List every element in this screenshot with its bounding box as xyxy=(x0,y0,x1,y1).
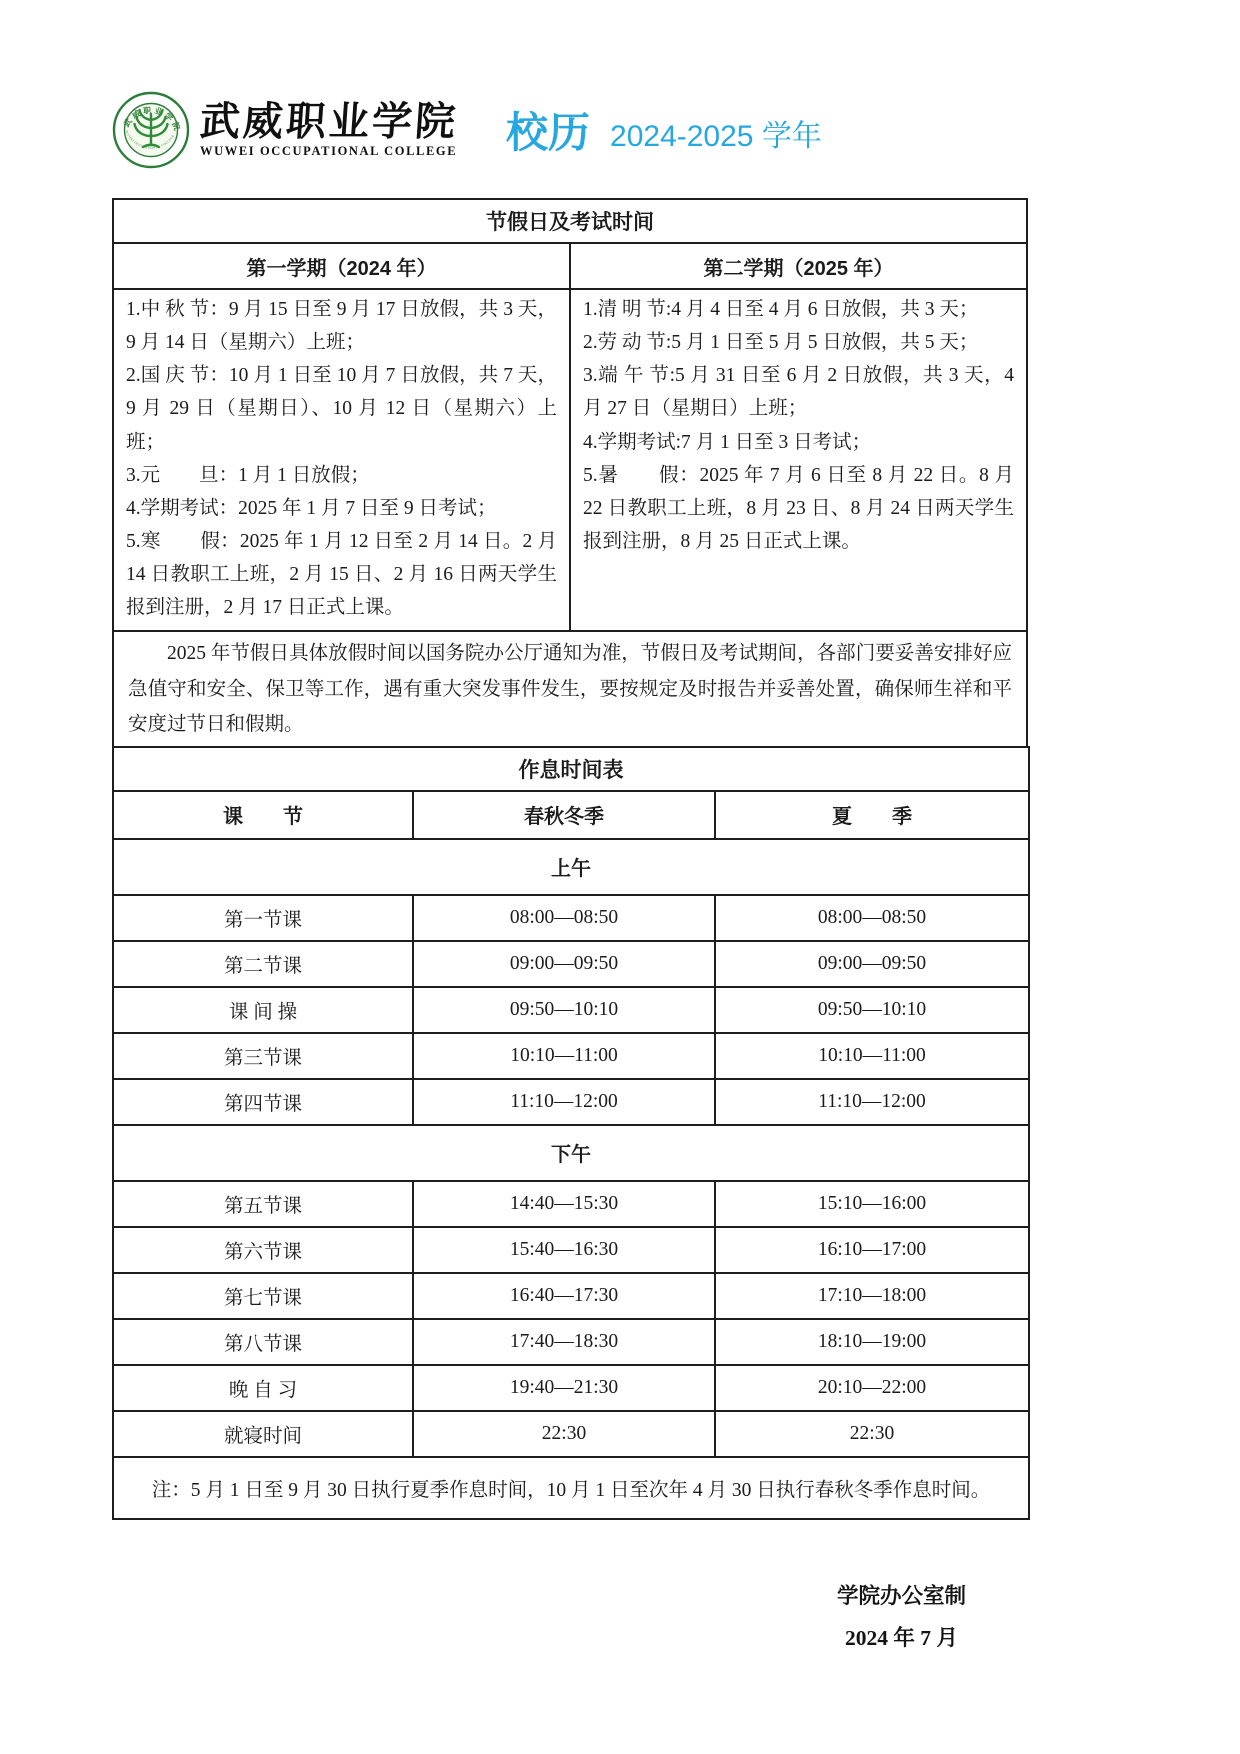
time-summer: 20:10—22:00 xyxy=(715,1365,1029,1411)
table-row xyxy=(113,941,1029,987)
footer-date: 2024 年 7 月 xyxy=(845,1625,958,1650)
time-spring: 08:00—08:50 xyxy=(413,895,715,941)
period-name: 第一节课 xyxy=(113,895,413,941)
logo-arc-text-en: WUWEI OCCUPATIONAL COLLEGE xyxy=(124,130,176,150)
semester1-header: 第一学期（2024 年） xyxy=(113,243,570,289)
footer-issuer: 学院办公室制 xyxy=(836,1583,966,1608)
holiday-item: 4.学期考试:7 月 1 日至 3 日考试； xyxy=(583,431,872,453)
college-brand xyxy=(200,101,458,159)
time-summer: 11:10—12:00 xyxy=(715,1079,1029,1125)
section-afternoon: 下午 xyxy=(113,1125,1029,1181)
table-row xyxy=(113,1365,1029,1411)
college-name-zh: 武威职业学院 xyxy=(198,99,460,144)
time-spring: 10:10—11:00 xyxy=(413,1033,715,1079)
period-name: 第八节课 xyxy=(113,1319,413,1365)
holiday-item: 1.中 秋 节：9 月 15 日至 9 月 17 日放假，共 3 天，9 月 14 日（星期六）上班； xyxy=(126,299,557,354)
time-summer: 18:10—19:00 xyxy=(715,1319,1029,1365)
table-row xyxy=(113,1227,1029,1273)
schedule-table-title: 作息时间表 xyxy=(113,747,1029,791)
page-title: 校历 xyxy=(506,109,591,156)
time-summer: 08:00—08:50 xyxy=(715,895,1029,941)
holiday-exam-table xyxy=(112,198,1028,748)
daily-schedule-table xyxy=(112,746,1030,1520)
period-name: 第五节课 xyxy=(113,1181,413,1227)
time-spring: 11:10—12:00 xyxy=(413,1079,715,1125)
table-row xyxy=(113,1181,1029,1227)
holiday-item: 5.暑 假：2025 年 7 月 6 日至 8 月 22 日。8 月 22 日教职工上班，8 月 23 日、8 月 24 日两天学生报到注册，8 月 25 日正式上课。 xyxy=(583,464,1014,552)
semester2-header: 第二学期（2025 年） xyxy=(570,243,1027,289)
semester2-items xyxy=(570,289,1027,631)
time-spring: 09:00—09:50 xyxy=(413,941,715,987)
period-name: 就寝时间 xyxy=(113,1411,413,1457)
holiday-notice: 2025 年节假日具体放假时间以国务院办公厅通知为准，节假日及考试期间，各部门要妥善安排好应急值守和安全、保卫等工作，遇有重大突发事件发生，要按规定及时报告并妥善处置，确保师生祥和平安度过节日和假期。 xyxy=(128,643,1012,735)
holiday-item: 2.劳 动 节:5 月 1 日至 5 月 5 日放假，共 5 天； xyxy=(583,332,979,354)
section-morning: 上午 xyxy=(113,839,1029,895)
table-row xyxy=(113,1033,1029,1079)
table-row xyxy=(113,987,1029,1033)
time-spring: 09:50—10:10 xyxy=(413,987,715,1033)
table-row xyxy=(113,895,1029,941)
time-spring: 19:40—21:30 xyxy=(413,1365,715,1411)
period-name: 第七节课 xyxy=(113,1273,413,1319)
period-name: 课 间 操 xyxy=(113,987,413,1033)
holiday-item: 5.寒 假：2025 年 1 月 12 日至 2 月 14 日。2 月 14 日教职工上班，2 月 15 日、2 月 16 日两天学生报到注册，2 月 17 日正式上课。 xyxy=(126,530,557,619)
table-row xyxy=(113,1273,1029,1319)
period-name: 第六节课 xyxy=(113,1227,413,1273)
period-name: 第三节课 xyxy=(113,1033,413,1079)
holiday-item: 2.国 庆 节：10 月 1 日至 10 月 7 日放假，共 7 天，9 月 29 日（星期日）、10 月 12 日（星期六）上班； xyxy=(126,365,557,453)
time-summer: 22:30 xyxy=(715,1411,1029,1457)
holiday-item: 1.清 明 节:4 月 4 日至 4 月 6 日放假，共 3 天； xyxy=(583,299,979,320)
time-summer: 09:50—10:10 xyxy=(715,987,1029,1033)
holiday-item: 3.端 午 节:5 月 31 日至 6 月 2 日放假，共 3 天，4 月 27 日（星期日）上班； xyxy=(583,365,1014,420)
schedule-note: 注：5 月 1 日至 9 月 30 日执行夏季作息时间，10 月 1 日至次年 4 月 30 日执行春秋冬季作息时间。 xyxy=(113,1457,1029,1519)
time-spring: 17:40—18:30 xyxy=(413,1319,715,1365)
holiday-notice-cell xyxy=(113,631,1027,746)
academic-year: 2024-2025 学年 xyxy=(610,120,822,153)
time-summer: 09:00—09:50 xyxy=(715,941,1029,987)
column-header-summer: 夏 季 xyxy=(715,791,1029,839)
time-summer: 17:10—18:00 xyxy=(715,1273,1029,1319)
time-summer: 16:10—17:00 xyxy=(715,1227,1029,1273)
time-spring: 14:40—15:30 xyxy=(413,1181,715,1227)
table-row xyxy=(113,1319,1029,1365)
column-header-period: 课 节 xyxy=(113,791,413,839)
semester1-items xyxy=(113,289,570,631)
table-row xyxy=(113,1079,1029,1125)
period-name: 第二节课 xyxy=(113,941,413,987)
holiday-table-title: 节假日及考试时间 xyxy=(113,199,1027,243)
table-row xyxy=(113,1411,1029,1457)
period-name: 晚 自 习 xyxy=(113,1365,413,1411)
logo-arc-text-zh: 武威职业学院 xyxy=(122,105,183,134)
time-spring: 15:40—16:30 xyxy=(413,1227,715,1273)
time-spring: 22:30 xyxy=(413,1411,715,1457)
holiday-item: 4.学期考试：2025 年 1 月 7 日至 9 日考试； xyxy=(126,497,497,519)
page-header xyxy=(112,88,1028,172)
column-header-spring-autumn-winter: 春秋冬季 xyxy=(413,791,715,839)
holiday-item: 3.元 旦：1 月 1 日放假； xyxy=(126,464,370,486)
time-spring: 16:40—17:30 xyxy=(413,1273,715,1319)
time-summer: 10:10—11:00 xyxy=(715,1033,1029,1079)
document-footer xyxy=(837,1576,966,1660)
college-name-en: WUWEI OCCUPATIONAL COLLEGE xyxy=(200,144,458,158)
time-summer: 15:10—16:00 xyxy=(715,1181,1029,1227)
college-logo-icon xyxy=(112,91,190,169)
period-name: 第四节课 xyxy=(113,1079,413,1125)
